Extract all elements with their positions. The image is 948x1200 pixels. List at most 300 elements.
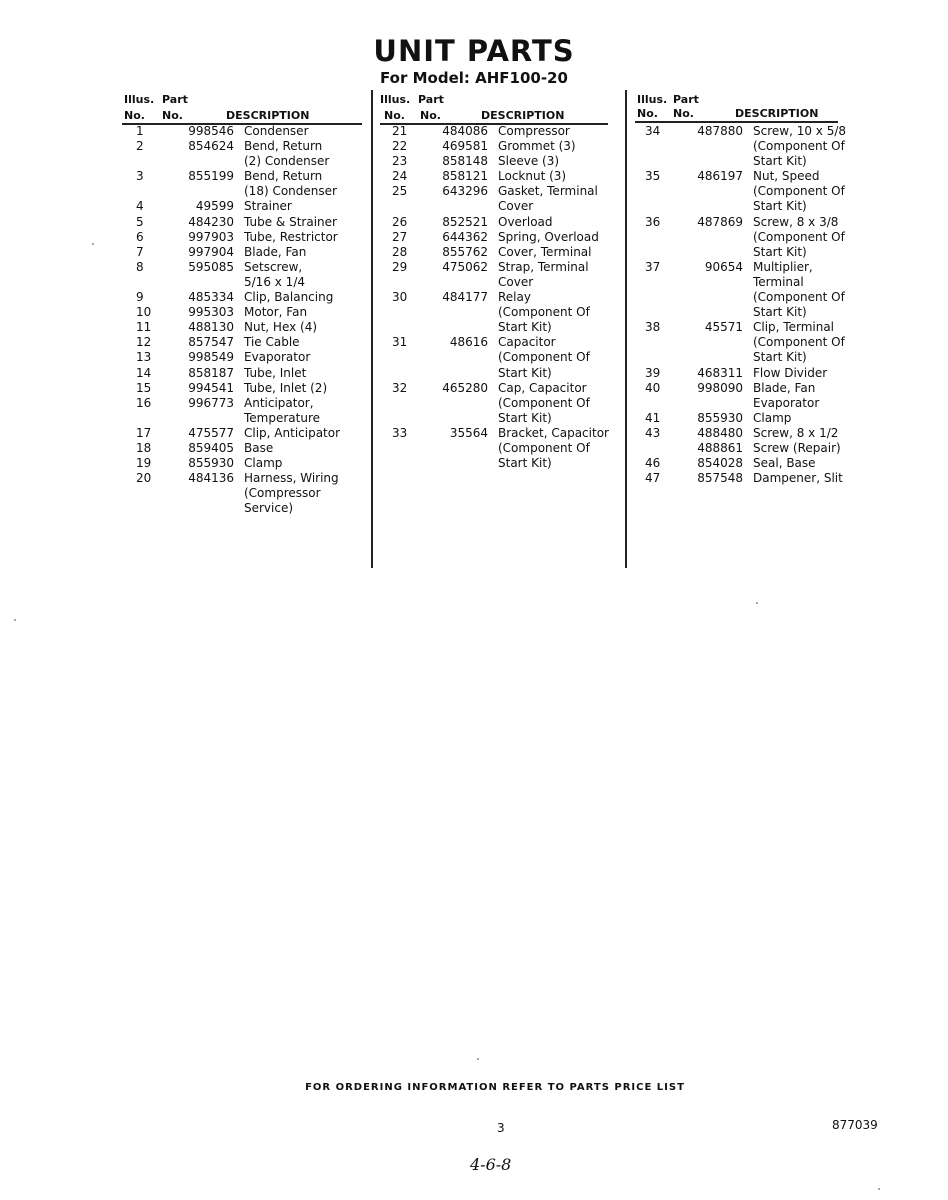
parts-row (380, 320, 620, 335)
part-description: Screw, 8 x 1/2 (753, 425, 839, 440)
illus-number (380, 441, 426, 456)
part-description: Condenser (244, 124, 309, 138)
parts-row (122, 486, 362, 501)
parts-row (635, 215, 865, 230)
illus-number (635, 441, 681, 456)
parts-row (635, 275, 865, 290)
illus-number (380, 411, 426, 426)
part-number (681, 154, 743, 169)
illus-number: 8 (136, 259, 144, 274)
parts-row (122, 275, 362, 290)
part-description: (Component Of (498, 440, 590, 455)
part-number: 643296 (442, 184, 488, 199)
illus-label: Illus. (380, 93, 411, 106)
part-description: Sleeve (3) (498, 154, 560, 169)
part-number (426, 305, 488, 320)
illus-number: 27 (392, 229, 408, 244)
part-number: 487869 (697, 214, 743, 229)
scan-speck (477, 1058, 479, 1060)
parts-row (122, 426, 362, 441)
part-description: Compressor (498, 124, 570, 138)
part-number: 484230 (188, 214, 234, 229)
illus-number (380, 366, 426, 381)
illus-number: 24 (392, 169, 408, 184)
parts-row (380, 260, 620, 275)
illus-number (635, 350, 681, 365)
part-no-label: No. (162, 109, 183, 122)
part-number (681, 275, 743, 290)
part-number: 487880 (697, 124, 743, 138)
illus-number: 11 (136, 320, 152, 335)
part-number: 996773 (188, 395, 234, 410)
parts-row (122, 260, 362, 275)
part-number (174, 275, 234, 290)
part-number: 857547 (188, 335, 234, 350)
part-number (426, 320, 488, 335)
part-number: 857548 (697, 471, 743, 486)
parts-column-1 (122, 92, 362, 516)
part-description: Capacitor (498, 335, 556, 350)
illus-number: 7 (136, 244, 144, 259)
part-description: Relay (498, 290, 531, 305)
part-description: Gasket, Terminal (498, 184, 598, 199)
part-description: Tube & Strainer (244, 214, 337, 229)
illus-number: 21 (392, 124, 408, 138)
part-description: Temperature (244, 410, 321, 425)
part-description: Start Kit) (498, 410, 552, 425)
part-number: 484177 (442, 290, 488, 305)
part-number: 998546 (188, 124, 234, 138)
parts-row (122, 366, 362, 381)
part-number: 485334 (188, 290, 234, 305)
parts-row (635, 396, 865, 411)
illus-number: 25 (392, 184, 408, 199)
part-description: (Compressor (244, 486, 321, 501)
part-description: Clamp (244, 456, 283, 471)
illus-number (122, 486, 174, 501)
illus-number (122, 275, 174, 290)
parts-row (635, 230, 865, 245)
parts-row (122, 396, 362, 411)
illus-number: 1 (136, 124, 144, 138)
illus-number: 46 (645, 456, 661, 471)
part-description: Tube, Restrictor (244, 229, 338, 244)
part-description: Start Kit) (498, 456, 552, 471)
illus-number (122, 184, 174, 199)
parts-row (635, 366, 865, 381)
illus-number: 33 (392, 425, 408, 440)
part-description: (18) Condenser (244, 184, 337, 199)
part-number: 854624 (188, 139, 234, 154)
parts-list (122, 124, 362, 516)
parts-row (380, 350, 620, 365)
part-number: 997904 (188, 244, 234, 259)
part-number (426, 275, 488, 290)
parts-row (380, 426, 620, 441)
header-rule (635, 121, 838, 123)
illus-number: 13 (136, 350, 152, 365)
illus-number: 14 (136, 365, 152, 380)
part-number (681, 139, 743, 154)
parts-row (122, 305, 362, 320)
part-number: 855930 (188, 456, 234, 471)
parts-row (635, 169, 865, 184)
part-number (174, 411, 234, 426)
illus-number (635, 396, 681, 411)
illus-number: 32 (392, 380, 408, 395)
part-no-label: No. (673, 107, 694, 120)
illus-no-label: No. (384, 109, 405, 122)
illus-number: 16 (136, 395, 152, 410)
part-description: Dampener, Slit (753, 471, 843, 486)
illus-number (380, 320, 426, 335)
part-number (681, 350, 743, 365)
part-description: (Component Of (753, 290, 845, 305)
part-description: Harness, Wiring (244, 471, 339, 486)
part-description: (Component Of (498, 350, 590, 365)
parts-row (380, 456, 620, 471)
part-description: Clip, Terminal (753, 320, 835, 335)
part-label: Part (162, 93, 188, 106)
illus-number: 30 (392, 290, 408, 305)
description-label: DESCRIPTION (735, 107, 819, 120)
parts-row (380, 124, 620, 139)
illus-number (380, 456, 426, 471)
part-description: Evaporator (753, 395, 820, 410)
illus-number: 40 (645, 380, 661, 395)
part-description: Service) (244, 501, 294, 516)
illus-number: 31 (392, 335, 408, 350)
part-number (426, 350, 488, 365)
parts-row (635, 335, 865, 350)
illus-number: 12 (136, 335, 152, 350)
parts-row (122, 456, 362, 471)
model-subtitle: For Model: AHF100-20 (380, 69, 568, 87)
part-description: Nut, Hex (4) (244, 320, 318, 335)
part-description: Bracket, Capacitor (498, 425, 609, 440)
parts-row (122, 471, 362, 486)
part-description: Screw (Repair) (753, 440, 841, 455)
parts-row (380, 139, 620, 154)
illus-number: 36 (645, 214, 661, 229)
part-number: 855199 (188, 169, 234, 184)
parts-row (635, 199, 865, 214)
page-number: 3 (497, 1121, 505, 1135)
parts-row (635, 245, 865, 260)
scan-speck (14, 619, 16, 621)
part-number: 484136 (188, 471, 234, 486)
illus-number (635, 305, 681, 320)
part-description: Tube, Inlet (244, 365, 307, 380)
document-number: 877039 (832, 1118, 878, 1132)
part-description: Clip, Balancing (244, 290, 334, 305)
illus-number (635, 290, 681, 305)
parts-row (122, 169, 362, 184)
part-number (426, 456, 488, 471)
part-description: Flow Divider (753, 365, 828, 380)
header-rule (380, 123, 608, 125)
part-number (681, 335, 743, 350)
column-header (380, 92, 620, 124)
illus-number: 20 (136, 471, 152, 486)
part-number: 855930 (697, 410, 743, 425)
part-description: Start Kit) (753, 244, 807, 259)
parts-row (380, 184, 620, 199)
parts-row (122, 335, 362, 350)
part-description: Spring, Overload (498, 229, 599, 244)
page-title: UNIT PARTS (373, 34, 575, 68)
part-number (174, 184, 234, 199)
illus-number: 38 (645, 320, 661, 335)
parts-row (122, 230, 362, 245)
parts-row (122, 124, 362, 139)
illus-number (635, 335, 681, 350)
illus-number: 6 (136, 229, 144, 244)
part-no-label: No. (420, 109, 441, 122)
part-number: 858148 (442, 154, 488, 169)
illus-no-label: No. (637, 107, 658, 120)
part-number (681, 199, 743, 214)
part-number: 45571 (704, 320, 743, 335)
part-number: 90654 (704, 259, 743, 274)
illus-number: 9 (136, 290, 144, 305)
illus-number (380, 350, 426, 365)
part-description: Start Kit) (498, 365, 552, 380)
part-description: Cover (498, 274, 534, 289)
parts-row (380, 411, 620, 426)
parts-row (380, 290, 620, 305)
part-description: Motor, Fan (244, 305, 308, 320)
illus-number: 26 (392, 214, 408, 229)
illus-number: 3 (136, 169, 144, 184)
illus-number: 5 (136, 214, 144, 229)
parts-row (122, 320, 362, 335)
parts-row (122, 411, 362, 426)
part-number (426, 441, 488, 456)
illus-number: 2 (136, 139, 144, 154)
illus-number (122, 501, 174, 516)
part-description: (2) Condenser (244, 154, 330, 169)
parts-row (635, 305, 865, 320)
parts-row (122, 381, 362, 396)
illus-number: 10 (136, 305, 152, 320)
illus-number: 18 (136, 440, 152, 455)
part-description: Start Kit) (498, 320, 552, 335)
parts-row (635, 320, 865, 335)
part-description: Start Kit) (753, 305, 807, 320)
part-description: (Component Of (498, 395, 590, 410)
illus-number (635, 199, 681, 214)
scan-speck (756, 602, 758, 604)
illus-number: 4 (136, 199, 144, 214)
illus-number (380, 199, 426, 214)
scan-speck (878, 1188, 880, 1190)
illus-number: 35 (645, 169, 661, 184)
illus-number: 29 (392, 259, 408, 274)
parts-row (122, 199, 362, 214)
illus-number (122, 154, 174, 169)
part-label: Part (673, 93, 699, 106)
illus-number: 17 (136, 425, 152, 440)
illus-number (635, 184, 681, 199)
part-description: (Component Of (753, 184, 845, 199)
illus-number: 15 (136, 380, 152, 395)
part-description: Multiplier, (753, 259, 813, 274)
part-description: Cap, Capacitor (498, 380, 587, 395)
illus-number (380, 396, 426, 411)
column-header (635, 92, 865, 124)
parts-row (122, 501, 362, 516)
parts-row (380, 305, 620, 320)
part-number: 468311 (697, 365, 743, 380)
part-number: 855762 (442, 244, 488, 259)
part-description: Bend, Return (244, 139, 323, 154)
part-number (681, 305, 743, 320)
illus-number: 47 (645, 471, 661, 486)
part-description: Cover, Terminal (498, 244, 592, 259)
parts-row (380, 441, 620, 456)
part-number (174, 486, 234, 501)
column-divider-left (371, 90, 373, 568)
part-number: 859405 (188, 440, 234, 455)
part-number: 488480 (697, 425, 743, 440)
illus-number: 19 (136, 456, 152, 471)
illus-number (635, 275, 681, 290)
part-description: Blade, Fan (244, 244, 307, 259)
part-description: Clamp (753, 410, 792, 425)
handwritten-note: 4-6-8 (470, 1155, 512, 1174)
illus-number (635, 230, 681, 245)
parts-row (380, 154, 620, 169)
illus-number: 23 (392, 154, 408, 169)
part-description: Strainer (244, 199, 292, 214)
part-description: (Component Of (498, 305, 590, 320)
illus-label: Illus. (637, 93, 668, 106)
parts-row (122, 350, 362, 365)
parts-row (635, 139, 865, 154)
part-description: Screw, 8 x 3/8 (753, 214, 839, 229)
part-number: 595085 (188, 259, 234, 274)
illus-number (122, 411, 174, 426)
parts-row (122, 290, 362, 305)
parts-row (380, 366, 620, 381)
part-number (426, 199, 488, 214)
illus-number (635, 139, 681, 154)
parts-row (380, 245, 620, 260)
part-number: 852521 (442, 214, 488, 229)
illus-label: Illus. (124, 93, 155, 106)
parts-row (122, 139, 362, 154)
parts-row (635, 471, 865, 486)
part-number (681, 396, 743, 411)
parts-row (635, 350, 865, 365)
part-description: Start Kit) (753, 199, 807, 214)
part-number: 484086 (442, 124, 488, 138)
part-number: 998090 (697, 380, 743, 395)
parts-row (635, 290, 865, 305)
parts-column-3 (635, 92, 865, 486)
part-description: Clip, Anticipator (244, 425, 341, 440)
part-description: (Component Of (753, 139, 845, 154)
part-description: Base (244, 440, 274, 455)
part-description: (Component Of (753, 335, 845, 350)
part-label: Part (418, 93, 444, 106)
illus-number: 43 (645, 425, 661, 440)
part-number (174, 501, 234, 516)
ordering-note: FOR ORDERING INFORMATION REFER TO PARTS PRICE LIST (305, 1082, 685, 1093)
parts-row (635, 154, 865, 169)
illus-no-label: No. (124, 109, 145, 122)
illus-number (635, 154, 681, 169)
parts-row (122, 245, 362, 260)
parts-row (635, 441, 865, 456)
header-rule (122, 123, 362, 125)
scan-speck (92, 243, 94, 245)
part-number (681, 245, 743, 260)
part-description: Strap, Terminal (498, 259, 589, 274)
part-description: Seal, Base (753, 456, 816, 471)
illus-number: 22 (392, 139, 408, 154)
part-description: Anticipator, (244, 395, 314, 410)
parts-row (380, 396, 620, 411)
part-description: Nut, Speed (753, 169, 820, 184)
part-description: Locknut (3) (498, 169, 567, 184)
part-description: Start Kit) (753, 350, 807, 365)
part-number: 475062 (442, 259, 488, 274)
part-number: 997903 (188, 229, 234, 244)
parts-row (635, 184, 865, 199)
parts-row (380, 199, 620, 214)
part-number (174, 154, 234, 169)
part-number: 486197 (697, 169, 743, 184)
part-description: Start Kit) (753, 154, 807, 169)
column-header (122, 92, 362, 124)
part-description: Cover (498, 199, 534, 214)
parts-row (380, 230, 620, 245)
column-divider-right (625, 90, 627, 568)
part-number: 475577 (188, 425, 234, 440)
parts-row (380, 381, 620, 396)
part-number (681, 184, 743, 199)
parts-row (635, 381, 865, 396)
part-description: Grommet (3) (498, 139, 576, 154)
part-number: 994541 (188, 380, 234, 395)
part-number: 854028 (697, 456, 743, 471)
parts-row (635, 260, 865, 275)
part-description: Overload (498, 214, 553, 229)
part-number: 48616 (449, 335, 488, 350)
part-description: Terminal (753, 274, 804, 289)
parts-row (635, 456, 865, 471)
parts-row (380, 169, 620, 184)
part-number: 488861 (697, 440, 743, 455)
illus-number (635, 245, 681, 260)
part-description: Screw, 10 x 5/8 (753, 124, 847, 138)
parts-column-2 (380, 92, 620, 471)
illus-number: 34 (645, 124, 661, 138)
part-description: (Component Of (753, 229, 845, 244)
part-description: 5/16 x 1/4 (244, 274, 305, 289)
part-description: Setscrew, (244, 259, 303, 274)
part-number: 998549 (188, 350, 234, 365)
part-number: 49599 (195, 199, 234, 214)
parts-row (122, 154, 362, 169)
parts-row (380, 335, 620, 350)
parts-row (635, 411, 865, 426)
part-description: Blade, Fan (753, 380, 816, 395)
part-description: Bend, Return (244, 169, 323, 184)
part-number: 858121 (442, 169, 488, 184)
